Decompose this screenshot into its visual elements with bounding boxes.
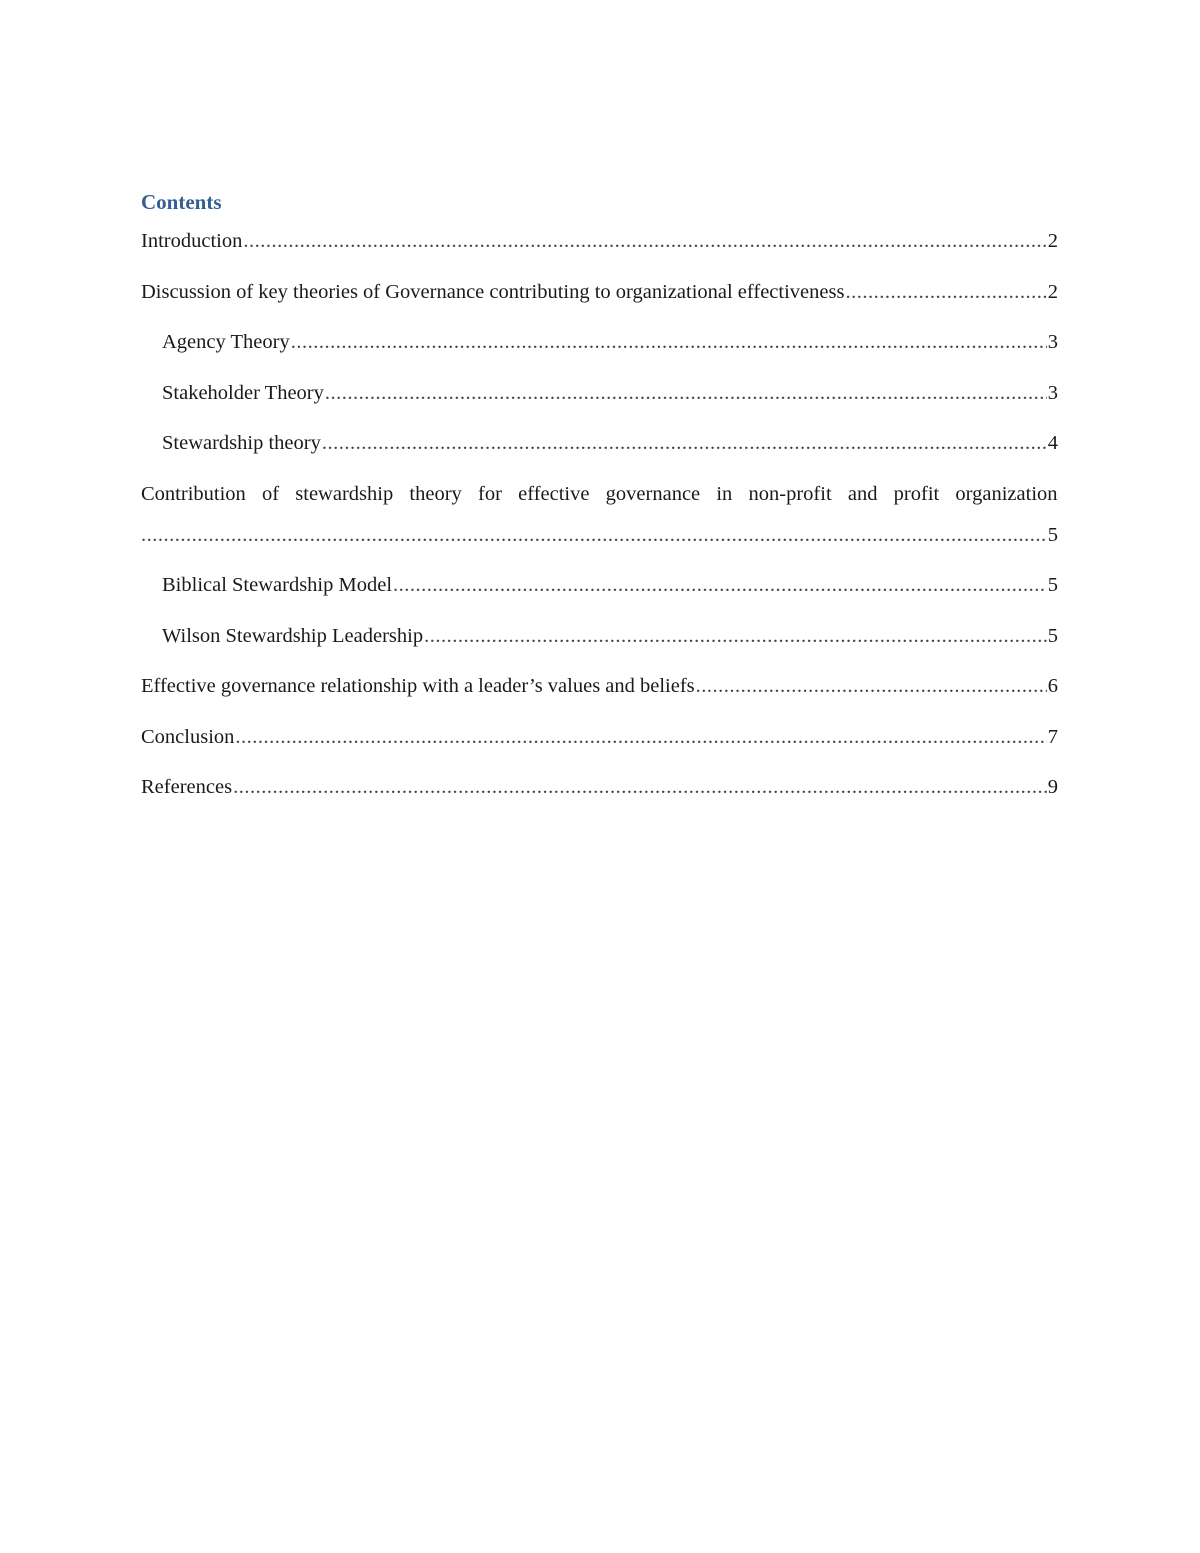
dot-leader [291,329,1047,355]
dot-leader [845,279,1046,305]
toc-entry-label: Introduction [141,230,243,252]
toc-entry-label: Stakeholder Theory [162,381,324,404]
toc-entry-page: 2 [1047,280,1058,303]
table-of-contents [141,188,1058,825]
toc-entry-page: 5 [1047,574,1058,596]
dot-leader [696,673,1047,699]
toc-entry-effective-governance[interactable] [141,673,1058,699]
dot-leader [322,430,1047,456]
toc-entry-page: 3 [1047,331,1058,353]
toc-entry-label: Discussion of key theories of Governance contributing to organizational effectiveness [141,280,845,303]
toc-entry-wilson-stewardship[interactable] [141,623,1058,649]
toc-entry-leader-line [141,522,1058,548]
toc-entry-key-theories[interactable] [141,279,1058,305]
dot-leader [243,228,1046,254]
toc-entry-label: Effective governance relationship with a leader’s values and beliefs [141,675,695,697]
toc-entry-references[interactable] [141,774,1058,800]
toc-entry-stakeholder-theory[interactable] [141,380,1058,406]
toc-entry-introduction[interactable] [141,228,1058,254]
toc-entry-biblical-stewardship[interactable] [141,572,1058,598]
toc-entry-label-line [141,481,1058,507]
dot-leader [233,774,1047,800]
toc-entry-page: 9 [1047,776,1058,798]
toc-entry-page: 2 [1047,230,1058,252]
dot-leader [141,522,1047,548]
toc-heading: Contents [141,190,222,214]
toc-entry-stewardship-theory[interactable] [141,430,1058,456]
toc-entry-label: Biblical Stewardship Model [162,574,393,596]
toc-entry-page: 7 [1047,725,1058,748]
toc-entry-page: 3 [1047,381,1058,404]
dot-leader [393,572,1047,598]
toc-entry-page: 4 [1047,432,1058,454]
toc-entry-page: 5 [1047,624,1058,647]
toc-entry-conclusion[interactable] [141,724,1058,750]
toc-entry-contribution-stewardship[interactable] [141,481,1058,548]
toc-entry-label: Wilson Stewardship Leadership [162,624,424,647]
toc-entry-label: Conclusion [141,725,235,748]
toc-entry-page: 6 [1047,675,1058,697]
toc-entry-label: Agency Theory [162,331,290,353]
toc-entry-label: Contribution of stewardship theory for effective governance in non-profit and profit organization [141,482,1058,505]
toc-entry-label: References [141,776,233,798]
toc-entry-label: Stewardship theory [162,432,321,454]
dot-leader [424,623,1047,649]
dot-leader [235,724,1046,750]
dot-leader [325,380,1047,406]
toc-entry-page: 5 [1047,523,1058,546]
toc-entry-agency-theory[interactable] [141,329,1058,355]
